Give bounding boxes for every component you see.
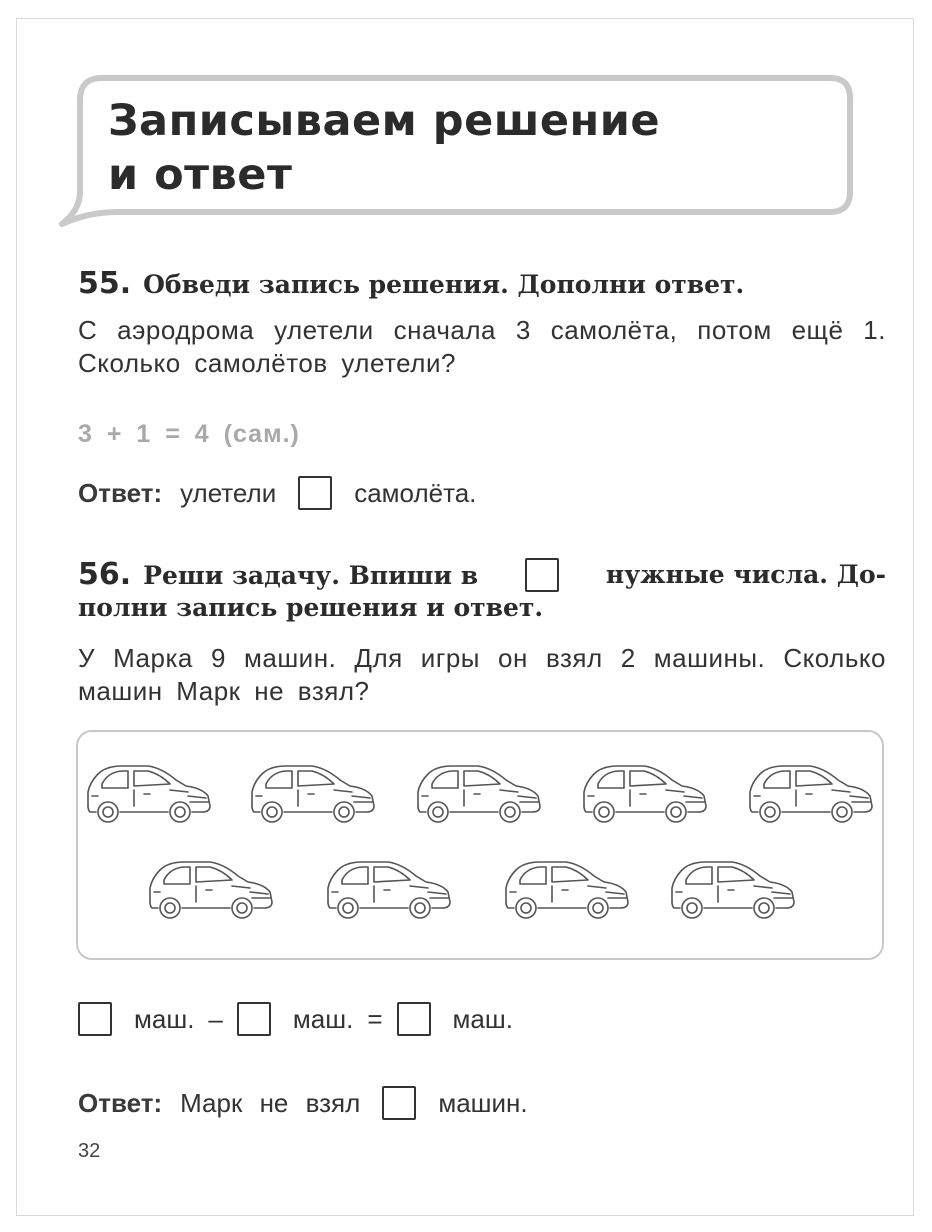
title-line-2: и ответ — [108, 150, 293, 200]
task-56-answer-line — [78, 1086, 528, 1120]
task-56-heading — [78, 558, 886, 624]
equation-equals: = — [367, 1003, 383, 1034]
task-55-answer-after: самолёта. — [354, 477, 477, 508]
equation-unit-2: маш. — [292, 1003, 354, 1034]
instruction-box-icon — [525, 558, 559, 592]
task-55-number: 55. — [78, 266, 132, 301]
title-line-1: Записываем решение — [108, 96, 661, 146]
task-55-answer-label: Ответ: — [78, 477, 163, 508]
car-illustration — [414, 762, 542, 826]
car-illustration — [84, 762, 212, 826]
page-number: 32 — [78, 1140, 101, 1162]
task-55-answer-line — [78, 476, 476, 510]
equation-box-3[interactable] — [397, 1002, 431, 1036]
equation-unit-3: маш. — [452, 1003, 513, 1034]
task-55-problem: С аэродрома улетели сначала 3 самолёта, потом ещё 1. Сколько самолётов улетели? — [78, 315, 886, 378]
task-56-answer-after: машин. — [438, 1087, 528, 1118]
task-56-number: 56. — [78, 556, 132, 592]
task-55-instruction: Обведи запись решения. Дополни ответ. — [143, 270, 745, 299]
equation-box-1[interactable] — [78, 1002, 112, 1036]
car-illustration — [248, 762, 376, 826]
task-55-answer-before: улетели — [180, 477, 277, 508]
equation-minus: – — [208, 1003, 223, 1034]
task-56-instruction-line2: полни запись решения и ответ. — [78, 593, 544, 622]
car-illustration — [324, 858, 452, 922]
task-56-answer-before: Марк не взял — [180, 1087, 361, 1118]
task-56-instruction-part1: Реши задачу. Впиши в — [143, 560, 479, 590]
task-56-problem: У Марка 9 машин. Для игры он взял 2 машины. Сколько машин Марк не взял? — [78, 643, 886, 706]
equation-box-2[interactable] — [237, 1002, 271, 1036]
task-55-solution: 3 + 1 = 4 (сам.) — [78, 420, 300, 448]
task-55-answer-box[interactable] — [298, 476, 332, 510]
task-55-heading — [78, 268, 744, 301]
task-56-answer-label: Ответ: — [78, 1087, 163, 1118]
car-illustration — [502, 858, 630, 922]
car-illustration — [146, 858, 274, 922]
task-56-answer-box[interactable] — [382, 1086, 416, 1120]
equation-unit-1: маш. — [134, 1003, 195, 1034]
task-56-equation — [78, 1002, 513, 1036]
car-illustration — [668, 858, 796, 922]
page-title — [108, 94, 660, 202]
car-illustration — [580, 762, 708, 826]
task-56-instruction-part2: нужные числа. До- — [605, 560, 886, 589]
car-illustration — [746, 762, 874, 826]
